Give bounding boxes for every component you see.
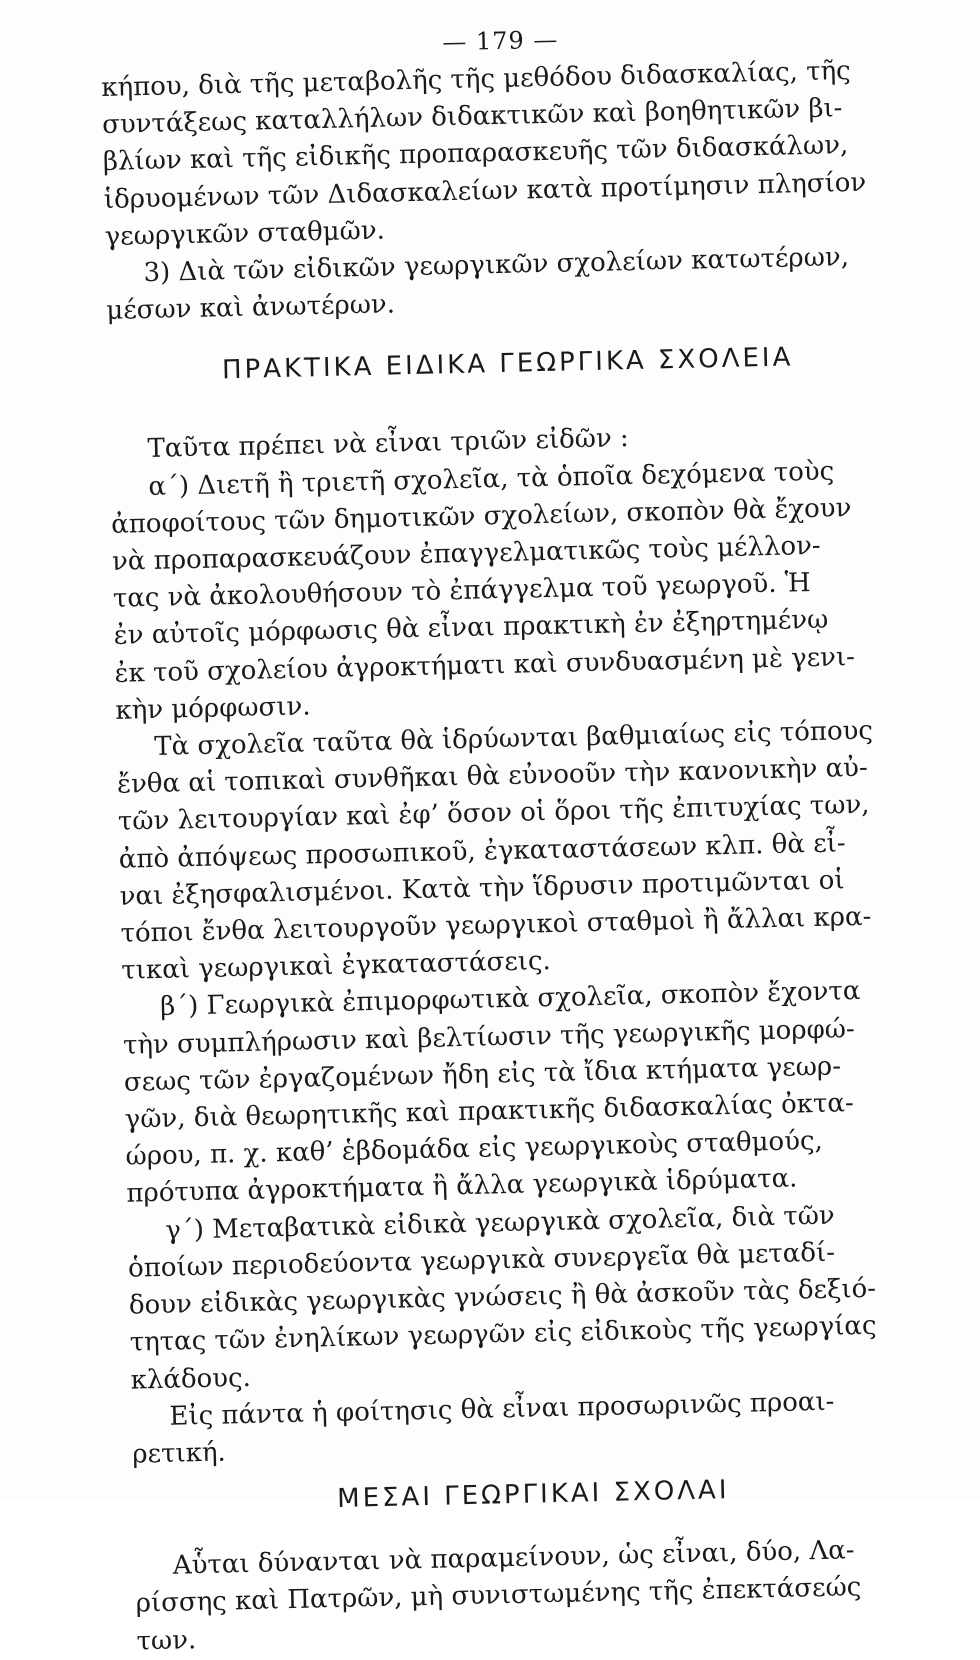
page-number: — 179 — xyxy=(442,25,559,57)
text-line: ἔνθα αἱ τοπικαὶ συνθῆκαι θὰ εὐνοοῦν τὴν κανονικὴν αὐ- xyxy=(116,753,869,801)
text-line: ἀποφοίτους τῶν δημοτικῶν σχολείων, σκοπὸν θὰ ἔχουν xyxy=(110,492,852,540)
text-line: ἀπὸ ἀπόψεως προσωπικοῦ, ἐγκαταστάσεων κλπ. θὰ εἶ- xyxy=(118,827,846,875)
text-line: γ΄) Μεταβατικὰ εἰδικὰ γεωργικὰ σχολεῖα, διὰ τῶν xyxy=(164,1200,835,1246)
text-line: κὴν μόρφωσιν. xyxy=(115,691,311,726)
text-line: ἐκ τοῦ σχολείου ἀγροκτήματι καὶ συνδυασμένη μὲ γενι- xyxy=(114,641,856,689)
text-line: α΄) Διετῆ ἢ τριετῆ σχολεῖα, τὰ ὁποῖα δεχόμενα τοὺς xyxy=(148,456,835,502)
text-line: μέσων καὶ ἀνωτέρων. xyxy=(106,289,396,327)
page-text-block xyxy=(100,12,937,1660)
text-line: βλίων καὶ τῆς εἰδικῆς προπαρασκευῆς τῶν διδασκάλων, xyxy=(102,130,849,178)
text-line: β΄) Γεωργικὰ ἐπιμορφωτικὰ σχολεῖα, σκοπὸν ἔχοντα xyxy=(159,976,861,1023)
text-line: ὁποίων περιοδεύοντα γεωργικὰ συνεργεῖα θὰ μεταδί- xyxy=(127,1237,836,1284)
text-line: ώρου, π. χ. καθ’ ἑβδομάδα εἰς γεωργικοὺς σταθμούς, xyxy=(125,1126,824,1172)
section-heading-middle-schools: ΜΕΣΑΙ ΓΕΩΡΓΙΚΑΙ ΣΧΟΛΑΙ xyxy=(336,1475,730,1515)
text-line: τόποι ἔνθα λειτουργοῦν γεωργικοὶ σταθμοὶ ἢ ἄλλαι κρα- xyxy=(120,901,872,949)
text-line: συντάξεως καταλλήλων διδακτικῶν καὶ βοηθητικῶν βι- xyxy=(101,93,843,141)
text-line: Ταῦτα πρέπει νὰ εἶναι τριῶν εἰδῶν : xyxy=(147,423,630,465)
text-line: των. xyxy=(136,1624,197,1657)
text-line: σεως τῶν ἐργαζομένων ἤδη εἰς τὰ ἴδια κτήματα γεωρ- xyxy=(123,1051,842,1098)
text-line: τικαὶ γεωργικαὶ ἐγκαταστάσεις. xyxy=(121,946,552,987)
text-line: γῶν, διὰ θεωρητικῆς καὶ πρακτικῆς διδασκαλίας ὀκτα- xyxy=(124,1088,855,1135)
text-line: τῶν λειτουργίαν καὶ ἐφ’ ὅσον οἱ ὅροι τῆς ἐπιτυχίας των, xyxy=(117,790,870,838)
text-line: ρετική. xyxy=(131,1437,227,1470)
text-line: ναι ἐξησφαλισμένοι. Κατὰ τὴν ἵδρυσιν προτιμῶνται οἱ xyxy=(119,865,845,912)
text-line: γεωργικῶν σταθμῶν. xyxy=(104,215,386,252)
text-line: δουν εἰδικὰς γεωργικὰς γνώσεις ἢ θὰ ἀσκοῦν τὰς δεξιό- xyxy=(128,1273,877,1321)
text-line: ρίσσης καὶ Πατρῶν, μὴ συνιστωμένης τῆς ἐπεκτάσεώς xyxy=(135,1572,862,1619)
text-line: τὴν συμπλήρωσιν καὶ βελτίωσιν τῆς γεωργικῆς μορφώ- xyxy=(122,1013,856,1061)
section-heading-practical-schools: ΠΡΑΚΤΙΚΑ ΕΙΔΙΚΑ ΓΕΩΡΓΙΚΑ ΣΧΟΛΕΙΑ xyxy=(221,342,794,386)
text-line: τητας τῶν ἐνηλίκων γεωργῶν εἰς εἰδικοὺς τῆς γεωργίας xyxy=(129,1311,877,1358)
text-line: 3) Διὰ τῶν εἰδικῶν γεωργικῶν σχολείων κατωτέρων, xyxy=(143,242,850,289)
text-line: νὰ προπαρασκευάζουν ἐπαγγελματικῶς τοὺς μέλλον- xyxy=(111,530,822,577)
text-line: ἱδρυομένων τῶν Διδασκαλείων κατὰ προτίμησιν πλησίον xyxy=(103,167,867,215)
text-line: Εἰς πάντα ἡ φοίτησις θὰ εἶναι προσωρινῶς προαι- xyxy=(169,1386,835,1432)
text-line: ἐν αὐτοῖς μόρφωσις θὰ εἶναι πρακτικὴ ἐν ἐξηρτημένῳ xyxy=(113,605,829,652)
text-line: κλάδους. xyxy=(130,1362,252,1396)
text-line: τας νὰ ἀκολουθήσουν τὸ ἐπάγγελμα τοῦ γεωργοῦ. Ἡ xyxy=(112,568,811,615)
text-line: κήπου, διὰ τῆς μεταβολῆς τῆς μεθόδου διδασκαλίας, τῆς xyxy=(100,55,851,103)
text-line: Αὗται δύνανται νὰ παραμείνουν, ὡς εἶναι, δύο, Λα- xyxy=(172,1535,855,1581)
text-line: πρότυπα ἀγροκτήματα ἢ ἄλλα γεωργικὰ ἱδρύματα. xyxy=(126,1163,798,1210)
text-line: Τὰ σχολεῖα ταῦτα θὰ ἱδρύωνται βαθμιαίως εἰς τόπους xyxy=(153,715,874,762)
